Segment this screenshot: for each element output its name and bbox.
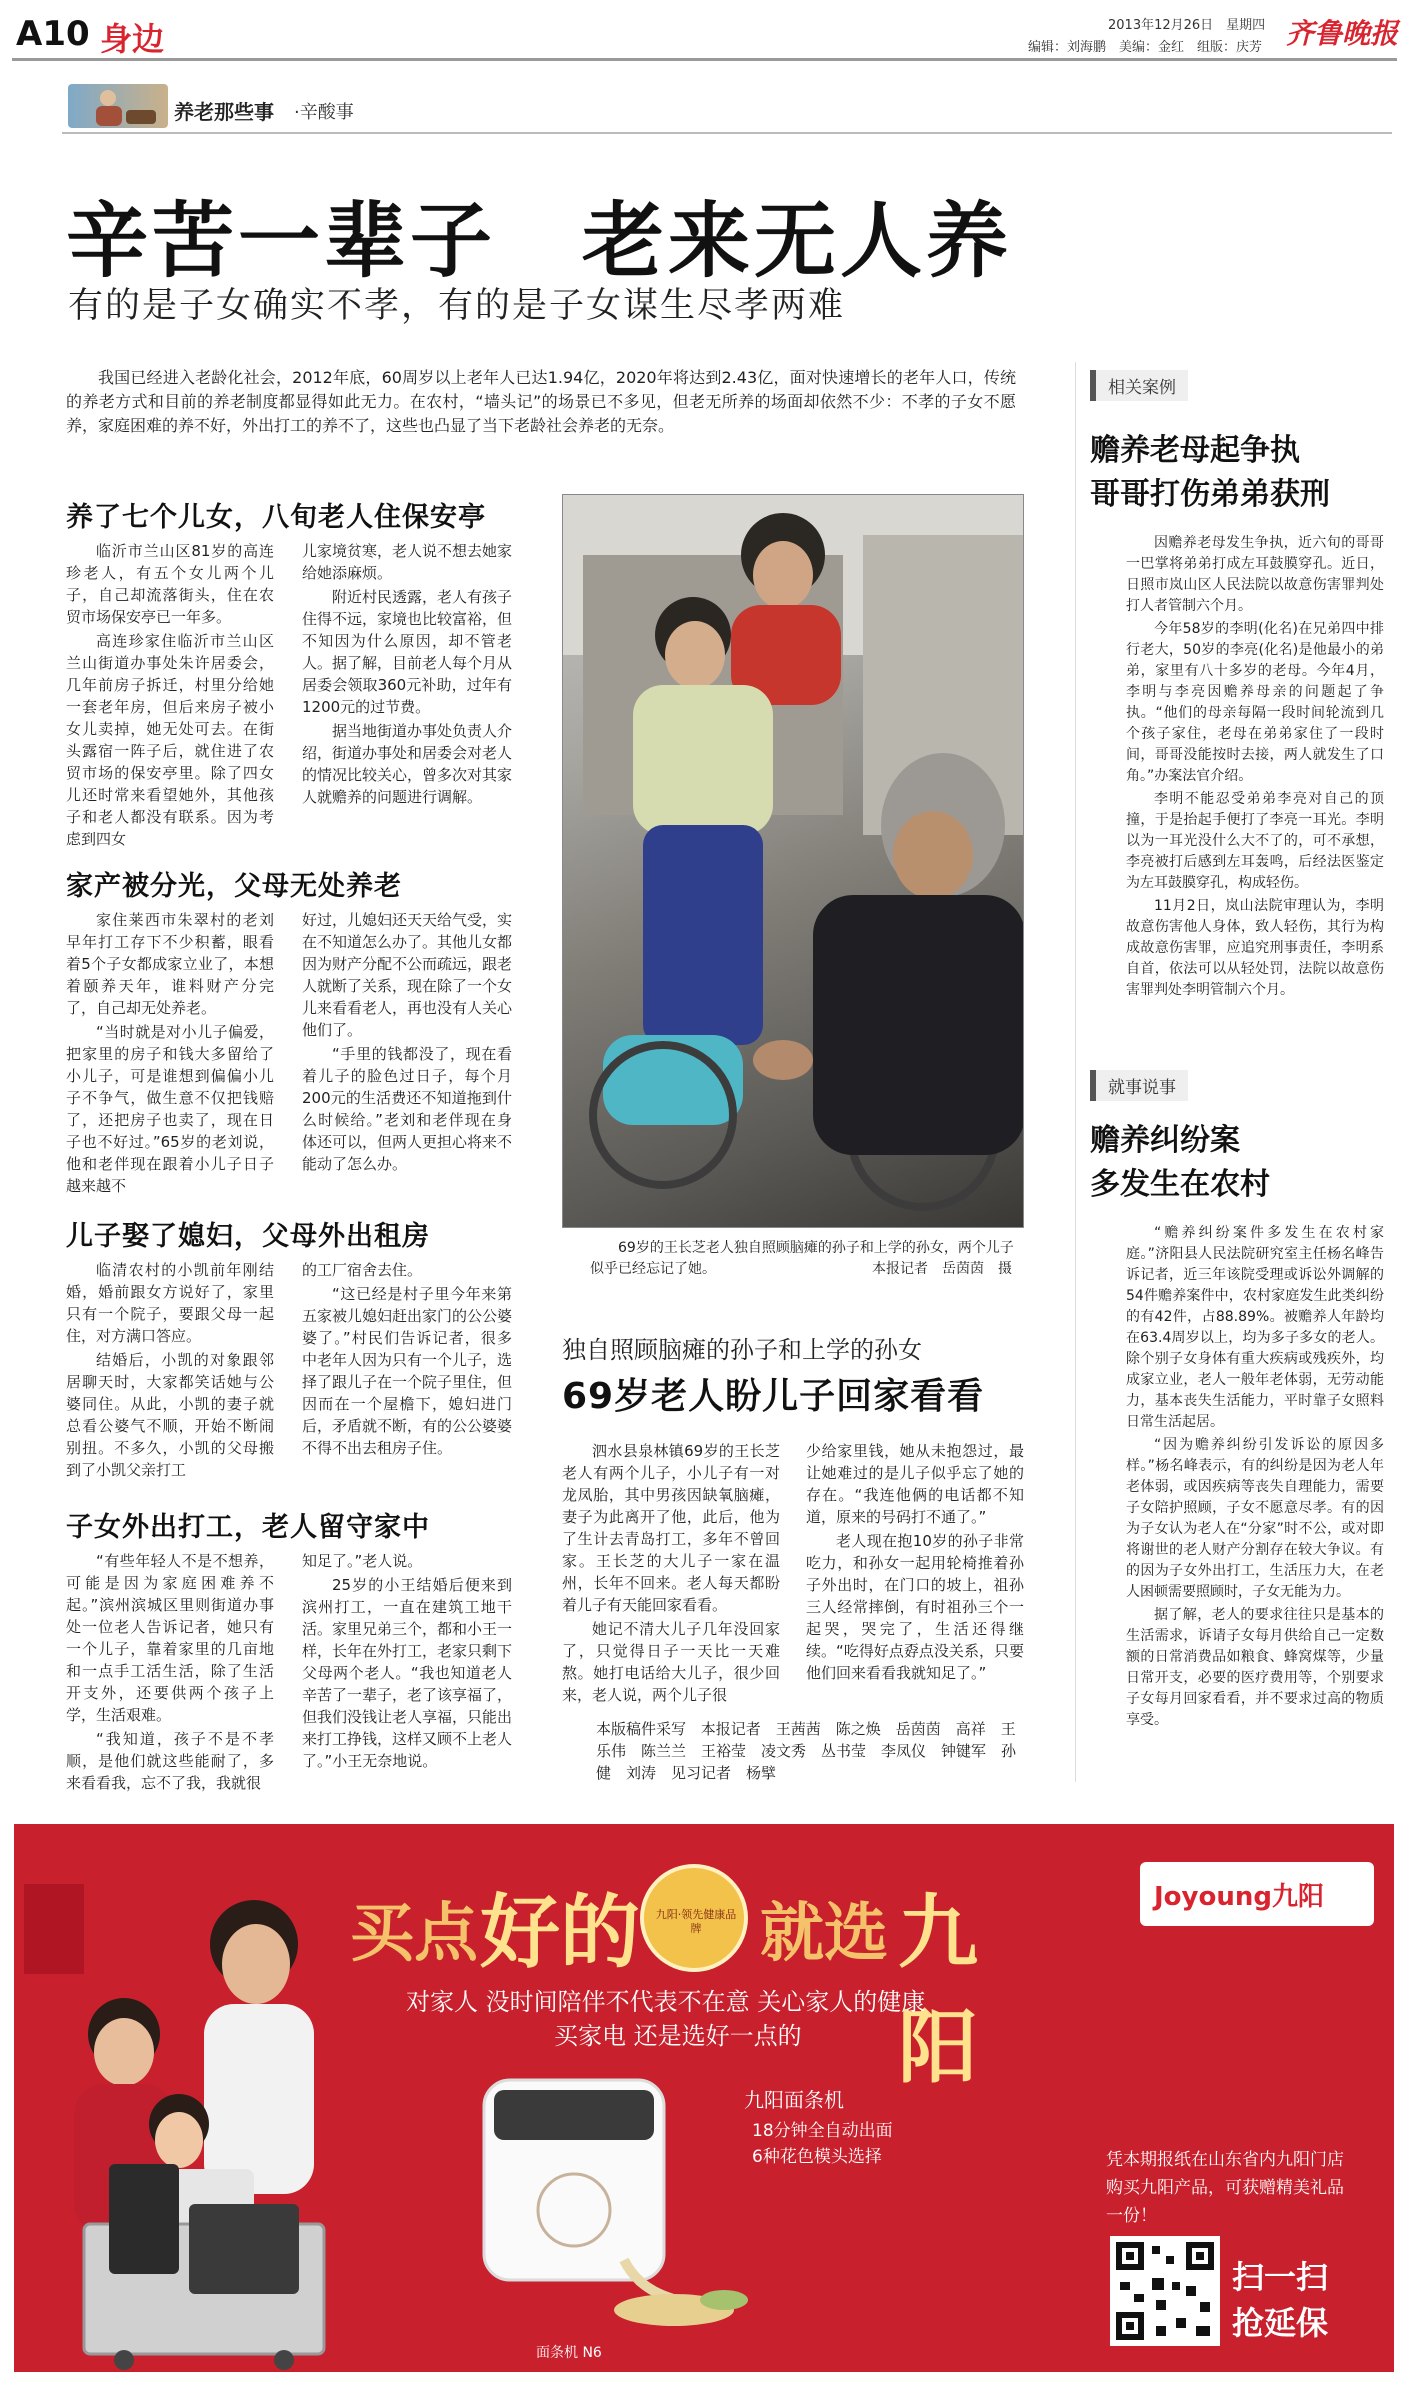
paragraph: 附近村民透露，老人有孩子住得不远，家境也比较富裕，但不知因为什么原因，却不管老人。据了解，目前老人每个月从居委会领取360元补助，过年有1200元的过节费。	[302, 588, 513, 716]
sub-headline: 有的是子女确实不孝，有的是子女谋生尽孝两难	[68, 286, 846, 326]
product-name: 九阳面条机	[744, 2088, 844, 2112]
paragraph: 好过，儿媳妇还天天给气受，实在不知道怎么办了。其他儿女都因为财产分配不公而疏远，跟老人就断了关系，现在除了一个女儿来看看老人，再也没有人关心他们了。	[302, 911, 513, 1039]
slogan-part-c: 就选	[760, 1897, 888, 1971]
paragraph: 据了解，老人的要求往往只是基本的生活需求，诉请子女每月供给自己一定数额的日常消费品如粮食、蜂窝煤等，少量日常开支，必要的医疗费用等，个别要求子女每月回家看看，并不要求过高的物质享受。	[1126, 1607, 1384, 1728]
paragraph: 李明不能忍受弟弟李亮对自己的顶撞，于是抬起手便打了李亮一耳光。李明以为一耳光没什么大不了的，可不承想，李亮被打后感到左耳轰鸣，后经法医鉴定为左耳鼓膜穿孔，构成轻伤。	[1126, 791, 1384, 891]
paragraph: 家住莱西市朱翠村的老刘早年打工存下不少积蓄，眼看着5个子女都成家立业了，本想着颐养天年，谁料财产分完了，自己却无处养老。	[66, 911, 274, 1017]
photo-credit: 本报记者 岳茵茵 摄	[872, 1261, 1012, 1277]
header-rule	[12, 58, 1397, 61]
qr-code-icon	[1116, 2242, 1214, 2340]
main-headline: 辛苦一辈子 老来无人养	[66, 194, 1013, 289]
sidebar-1-title-1: 赡养老母起争执	[1090, 433, 1300, 468]
paragraph: “我知道，孩子不是不孝顺，是他们就这些能耐了，多来看看我，忘不了我，我就很	[66, 1730, 274, 1792]
section-1-title: 养了七个儿女，八旬老人住保安亭	[66, 502, 486, 533]
column-banner-art	[68, 84, 168, 128]
column-banner	[62, 76, 1392, 140]
photo-scene	[563, 495, 1024, 1228]
paragraph: 11月2日，岚山法院审理认为，李明故意伤害他人身体，致人轻伤，其行为构成故意伤害罪，应追究刑事责任，李明系自首，依法可以从轻处罚，法院以故意伤害罪判处李明管制六个月。	[1126, 898, 1384, 998]
sidebar-1	[1090, 370, 1390, 1003]
qr-label-1: 扫一扫	[1232, 2258, 1329, 2296]
sidebar-1-title-2: 哥哥打伤弟弟获刑	[1090, 477, 1330, 512]
staff-label: 本版稿件采写	[596, 1720, 687, 1738]
product-feature-2: 6种花色模头选择	[752, 2147, 882, 2167]
offer-text: 凭本期报纸在山东省内九阳门店购买九阳产品，可获赠精美礼品一份！	[1106, 2150, 1344, 2226]
lead-text: 我国已经进入老龄化社会，2012年底，60周岁以上老年人已达1.94亿，2020年将达到2.43亿，面对快速增长的老年人口，传统的养老方式和目前的养老制度都显得如此无力。在农村，“墙头记”的场景已不多见，但老无所养的场面却依然不少：不孝的子女不愿养，家庭困难的养不好，外出打工的养不了，这些也凸显了当下老龄社会养老的无奈。	[66, 368, 1016, 435]
section-2-col1	[66, 909, 274, 1199]
photo-caption	[590, 1238, 1026, 1280]
staff-credits	[596, 1718, 1026, 1784]
paragraph: 她记不清大儿子几年没回家了，只觉得日子一天比一天难熬。她打电话给大儿子，很少回来，老人说，两个儿子很	[562, 1620, 780, 1704]
product-feature-1: 18分钟全自动出面	[752, 2121, 893, 2141]
sidebar-2-title-2: 多发生在农村	[1090, 1167, 1270, 1202]
section-4	[66, 1505, 546, 1544]
section-1-col2	[302, 540, 512, 810]
paragraph: 据当地街道办事处负责人介绍，街道办事处和居委会对老人的情况比较关心，曾多次对其家人就赡养的问题进行调解。	[302, 722, 513, 806]
section-3-col1	[66, 1259, 274, 1483]
paragraph: 结婚后，小凯的对象跟邻居聊天时，大家都笑话她与公婆同住。从此，小凯的妻子就总看公婆气不顺，开始不断闹别扭。不多久，小凯的父母搬到了小凯父亲打工	[66, 1351, 274, 1479]
paragraph: 高连珍家住临沂市兰山区兰山街道办事处朱许居委会，几年前房子拆迁，村里分给她一套老年房，但后来房子被小女儿卖掉，她无处可去。在街头露宿一阵子后，就住进了农贸市场的保安亭里。除了四女儿还时常来看望她外，其他孩子和老人都没有联系。因为考虑到四女	[66, 632, 274, 848]
story2-col2	[806, 1440, 1024, 1686]
section-4-title: 子女外出打工，老人留守家中	[66, 1512, 430, 1543]
paragraph: 儿家境贫寒，老人说不想去她家给她添麻烦。	[302, 542, 513, 582]
paragraph: 今年58岁的李明(化名)在兄弟四中排行老大，50岁的李亮(化名)是他最小的弟弟，家里有八十多岁的老母。今年4月，李明与李亮因赡养母亲的问题起了争执。“他们的母亲每隔一段时间轮流到几个孩子家住，老母在弟弟家住了一段时间，哥哥没能按时去接，两人就发生了口角。”办案法官介绍。	[1126, 621, 1384, 784]
paragraph: “有些年轻人不是不想养，可能是因为家庭困难养不起。”滨州滨城区里则街道办事处一位老人告诉记者，她只有一个儿子，靠着家里的几亩地和一点手工活生活，除了生活开支外，还要供两个孩子上学，生活艰难。	[66, 1552, 274, 1724]
paragraph: 临沂市兰山区81岁的高连珍老人，有五个女儿两个儿子，自己却流落街头，住在农贸市场保安亭已一年多。	[66, 542, 274, 626]
column-rule	[62, 132, 1392, 134]
section-2-col2	[302, 909, 512, 1177]
brand-logo	[1140, 1862, 1374, 1926]
page-header	[0, 0, 1409, 64]
paragraph: 25岁的小王结婚后便来到滨州打工，一直在建筑工地干活。家里兄弟三个，都和小王一样，长年在外打工，老家只剩下父母两个老人。“我也知道老人辛苦了一辈子，老了该享福了，但我们没钱让老人享福，只能出来打工挣钱，这样又顾不上老人了。”小王无奈地说。	[302, 1576, 513, 1770]
column-sub: ·辛酸事	[294, 102, 354, 123]
staff-names: 本报记者 王茜茜 陈之焕 岳茵茵 高祥 王乐伟 陈兰兰 王裕莹 凌文秀 丛书莹 李凤仪 钟键军 孙健 刘涛 见习记者 杨擘	[596, 1720, 1017, 1782]
ad-line-1: 对家人 没时间陪伴不代表不在意 关心家人的健康	[406, 1988, 926, 2016]
paragraph: “因为赡养纠纷引发诉讼的原因多样。”杨名峰表示，有的纠纷是因为老人年老体弱，或因疾病等丧失自理能力，需要子女陪护照顾，子女不愿意尽孝。有的因为子女认为老人在“分家”时不公，或对即将谢世的老人财产分割存在较大争议。有的因为子女外出打工，生活压力大，在老人困顿需要照顾时，子女无能为力。	[1126, 1437, 1384, 1600]
section-2-title: 家产被分光，父母无处养老	[66, 871, 402, 902]
story2-col1	[562, 1440, 780, 1708]
story2-title: 69岁老人盼儿子回家看看	[562, 1376, 985, 1417]
section-3-col2	[302, 1259, 512, 1461]
date-line: 2013年12月26日 星期四	[1108, 18, 1266, 33]
section-4-col1	[66, 1550, 274, 1796]
section-2	[66, 864, 546, 903]
qr-code[interactable]	[1110, 2236, 1220, 2346]
column-name: 养老那些事	[174, 100, 274, 124]
brand-logo-text: Joyoung九阳	[1154, 1882, 1324, 1912]
section-1	[66, 495, 546, 534]
advertisement	[14, 1824, 1394, 2372]
sidebar-1-body	[1090, 533, 1390, 1001]
page-number: A10	[16, 14, 90, 54]
slogan-part-a: 买点	[350, 1897, 478, 1971]
paragraph: “手里的钱都没了，现在看着儿子的脸色过日子，每个月200元的生活费还不知道拖到什么时候给。”老刘和老伴现在身体还可以，但两人更担心将来不能动了怎么办。	[302, 1045, 513, 1173]
sidebar-divider	[1075, 362, 1076, 1782]
paragraph: 知足了。”老人说。	[302, 1552, 423, 1570]
seal-text: 九阳·领先健康品牌	[655, 1908, 737, 1935]
editors-line: 编辑：刘海鹏 美编：金红 组版：庆芳	[1028, 40, 1263, 55]
section-1-col1	[66, 540, 274, 852]
paragraph: 少给家里钱，她从未抱怨过，最让她难过的是儿子似乎忘了她的存在。“我连他俩的电话都不知道，原来的号码打不通了。”	[806, 1442, 1024, 1526]
section-3-title: 儿子娶了媳妇，父母外出租房	[66, 1221, 430, 1252]
sidebar-2-tag: 就事说事	[1090, 1070, 1188, 1101]
story2-kicker: 独自照顾脑瘫的孙子和上学的孙女	[562, 1336, 922, 1364]
paragraph: “当时就是对小儿子偏爱，把家里的房子和钱大多留给了小儿子，可是谁想到偏偏小儿子不争气，做生意不仅把钱赔了，还把房子也卖了，现在日子也不好过。”65岁的老刘说，他和老伴现在跟着小儿子日子越来越不	[66, 1023, 274, 1195]
product-image	[474, 2060, 754, 2340]
sidebar-1-tag: 相关案例	[1090, 370, 1188, 401]
paragraph: “这已经是村子里今年来第五家被儿媳妇赶出家门的公公婆婆了。”村民们告诉记者，很多中老年人因为只有一个儿子，选择了跟儿子在一个院子里住，但因而在一个屋檐下，媳妇进门后，矛盾就不断，有的公公婆婆不得不出去租房子住。	[302, 1285, 513, 1457]
lead-paragraph	[66, 366, 1016, 440]
caption-text: 69岁的王长芝老人独自照顾脑瘫的孙子和上学的孙女，两个儿子似乎已经忘记了她。	[590, 1240, 1014, 1277]
paragraph: 临清农村的小凯前年刚结婚，婚前跟女方说好了，家里只有一个院子，要跟父母一起住，对方满口答应。	[66, 1261, 274, 1345]
paper-name: 齐鲁晚报	[1286, 17, 1399, 50]
ad-line-2: 买家电 还是选好一点的	[554, 2022, 802, 2050]
slogan-part-d: 九阳	[898, 1886, 978, 2094]
section-name: 身边	[100, 20, 165, 58]
elderly-figure-icon	[68, 84, 168, 128]
paragraph: 老人现在抱10岁的孙子非常吃力，和孙女一起用轮椅推着孙子外出时，在门口的坡上，祖孙三人经常摔倒，有时祖孙三个一起哭，哭完了，生活还得继续。“吃得好点孬点没关系，只要他们回来看看我就知足了。”	[806, 1532, 1024, 1682]
sidebar-2	[1090, 1070, 1390, 1733]
sidebar-2-title-1: 赡养纠纷案	[1090, 1123, 1240, 1158]
section-3	[66, 1214, 546, 1253]
qr-label-2: 抢延保	[1232, 2304, 1329, 2342]
paragraph: “赡养纠纷案件多发生在农村家庭。”济阳县人民法院研究室主任杨名峰告诉记者，近三年该院受理或诉讼外调解的54件赡养案件中，农村家庭发生此类纠纷的有42件，占88.89%。被赡养人年龄均在63.4周岁以上，均为多子多女的老人。除个别子女身体有重大疾病或残疾外，均成家立业，老人一般年老体弱，无劳动能力，基本丧失生活能力，平时靠子女照料日常生活起居。	[1126, 1225, 1384, 1430]
quality-seal	[640, 1864, 748, 1972]
paragraph: 因赡养老母发生争执，近六旬的哥哥一巴掌将弟弟打成左耳鼓膜穿孔。近日，日照市岚山区人民法院以故意伤害罪判处打人者管制六个月。	[1126, 535, 1384, 614]
slogan-part-b: 好的	[480, 1886, 640, 1979]
product-model: 面条机 N6	[536, 2345, 602, 2361]
sidebar-2-body	[1090, 1223, 1390, 1731]
paragraph: 的工厂宿舍去住。	[302, 1261, 423, 1279]
family-illustration	[14, 1824, 354, 2372]
news-photo	[562, 494, 1024, 1228]
paragraph: 泗水县泉林镇69岁的王长芝老人有两个儿子，小儿子有一对龙凤胎，其中男孩因缺氧脑瘫，妻子为此离开了他，此后，他为了生计去青岛打工，多年不曾回家。王长芝的大儿子一家在温州，长年不回来。老人每天都盼着儿子有天能回家看看。	[562, 1442, 780, 1614]
section-4-col2	[302, 1550, 512, 1774]
